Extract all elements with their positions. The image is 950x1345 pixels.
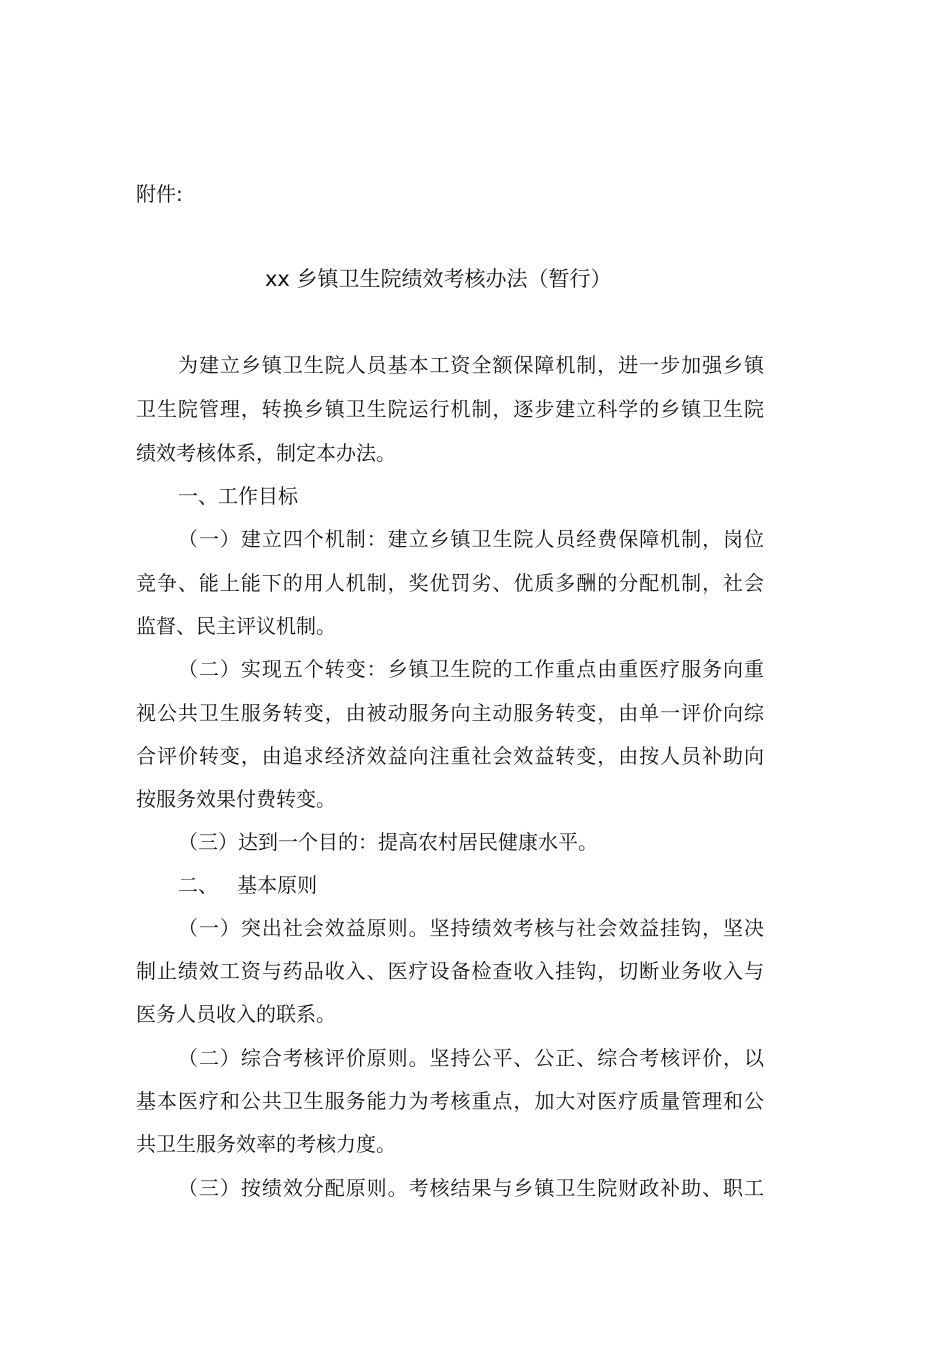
paragraph-line: 竞争、能上能下的用人机制，奖优罚劣、优质多酬的分配机制，社会: [136, 571, 764, 595]
paragraph-line: 合评价转变，由追求经济效益向注重社会效益转变，由按人员补助向: [136, 744, 764, 768]
section-heading: 二、 基本原则: [178, 873, 318, 897]
paragraph-line: 基本医疗和公共卫生服务能力为考核重点，加大对医疗质量管理和公: [136, 1089, 764, 1113]
document-title: xx 乡镇卫生院绩效考核办法（暂行）: [265, 267, 612, 291]
paragraph-line: 视公共卫生服务转变，由被动服务向主动服务转变，由单一评价向综: [136, 701, 764, 725]
paragraph-line: 制止绩效工资与药品收入、医疗设备检查收入挂钩，切断业务收入与: [136, 959, 764, 983]
paragraph-line: （二）综合考核评价原则。坚持公平、公正、综合考核评价，以: [178, 1046, 764, 1070]
section-heading: 一、工作目标: [178, 484, 298, 508]
paragraph-line: 按服务效果付费转变。: [136, 787, 336, 811]
paragraph-line: 绩效考核体系，制定本办法。: [136, 441, 396, 465]
paragraph-line: （一）突出社会效益原则。坚持绩效考核与社会效益挂钩，坚决: [178, 916, 764, 940]
paragraph-line: 医务人员收入的联系。: [136, 1002, 336, 1026]
paragraph-line: （三）按绩效分配原则。考核结果与乡镇卫生院财政补助、职工: [178, 1176, 764, 1200]
paragraph-line: （三）达到一个目的：提高农村居民健康水平。: [178, 830, 598, 854]
paragraph-line: 卫生院管理，转换乡镇卫生院运行机制，逐步建立科学的乡镇卫生院: [136, 397, 764, 421]
attachment-label: 附件:: [136, 182, 183, 206]
paragraph-line: 共卫生服务效率的考核力度。: [136, 1132, 396, 1156]
paragraph-line: （一）建立四个机制：建立乡镇卫生院人员经费保障机制，岗位: [178, 527, 764, 551]
paragraph-line: 监督、民主评议机制。: [136, 614, 336, 638]
paragraph-line: （二）实现五个转变：乡镇卫生院的工作重点由重医疗服务向重: [178, 657, 764, 681]
paragraph-line: 为建立乡镇卫生院人员基本工资全额保障机制，进一步加强乡镇: [178, 353, 764, 377]
